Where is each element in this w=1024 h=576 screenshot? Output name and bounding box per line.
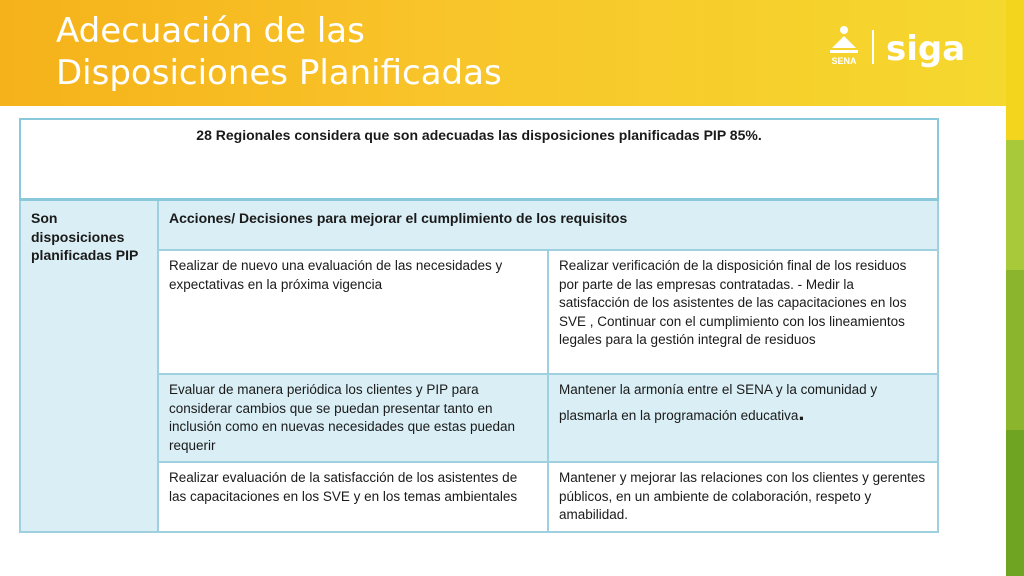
side-decoration <box>1006 0 1024 576</box>
page-title <box>56 10 502 94</box>
header-banner <box>0 0 1006 106</box>
row-3-right-cell: Mantener y mejorar las relaciones con los clientes y gerentes públicos, en un ambiente de colaboración, respeto y amabilidad. <box>548 462 938 532</box>
row-2-right-line-1: Mantener la armonía entre el SENA y la comunidad y <box>559 382 878 397</box>
left-header-cell: Son disposiciones planificadas PIP <box>20 200 158 532</box>
row-2-right-line-2: plasmarla en la programación educativa <box>559 407 799 423</box>
dispositions-table <box>19 118 937 533</box>
siga-logo-text: siga <box>886 29 966 69</box>
sena-logo-icon <box>830 26 858 53</box>
sena-siga-logo <box>828 22 978 72</box>
summary-cell: 28 Regionales considera que son adecuadas las disposiciones planificadas PIP 85%. <box>20 119 938 200</box>
row-1-left-cell: Realizar de nuevo una evaluación de las necesidades y expectativas en la próxima vigencia <box>158 250 548 374</box>
row-1-right-cell: Realizar verificación de la disposición final de los residuos por parte de las empresas contratadas. - Medir la satisfacción de los asistentes de las capacitaciones en los SVE , Continuar con el cumplimiento con los lineamientos legales para la gestión integral de residuos <box>548 250 938 374</box>
logo-divider <box>872 30 874 64</box>
title-line-1: Adecuación de las <box>56 11 365 51</box>
actions-header-cell: Acciones/ Decisiones para mejorar el cumplimiento de los requisitos <box>158 200 938 251</box>
row-2-left-cell: Evaluar de manera periódica los clientes y PIP para considerar cambios que se puedan presentar tanto en inclusión como en nuevas necesidades que estas puedan requerir <box>158 374 548 462</box>
row-2-right-cell <box>548 374 938 462</box>
row-3-left-cell: Realizar evaluación de la satisfacción de los asistentes de las capacitaciones en los SVE y en los temas ambientales <box>158 462 548 532</box>
row-2-right-period: . <box>798 399 805 425</box>
sena-logo-text: SENA <box>831 56 857 66</box>
title-line-2: Disposiciones Planificadas <box>56 53 502 93</box>
